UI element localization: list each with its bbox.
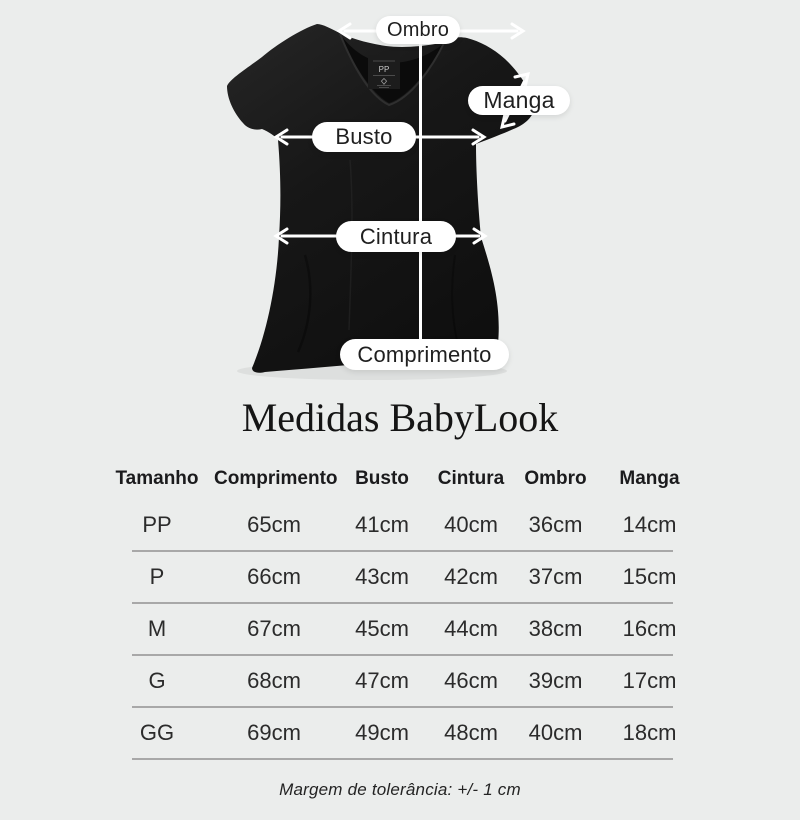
cell-manga: 14cm — [622, 512, 677, 537]
cell-cintura: 46cm — [444, 668, 498, 693]
column-header-tamanho: Tamanho — [115, 468, 199, 489]
cell-comprimento: 68cm — [247, 668, 301, 693]
tag-size-text: PP — [378, 65, 390, 74]
cell-ombro: 40cm — [528, 720, 583, 745]
column-header-manga: Manga — [619, 468, 680, 489]
tolerance-note: Margem de tolerância: +/- 1 cm — [279, 780, 521, 799]
cell-comprimento: 67cm — [247, 616, 301, 641]
cell-size: PP — [142, 512, 172, 537]
cell-manga: 16cm — [622, 616, 677, 641]
page-title: Medidas BabyLook — [241, 395, 559, 440]
column-header-comprimento: Comprimento — [214, 468, 338, 489]
cell-cintura: 40cm — [444, 512, 498, 537]
cell-manga: 15cm — [622, 564, 677, 589]
tshirt-illustration — [0, 0, 800, 385]
cintura-label-pill: Cintura — [336, 221, 456, 252]
cell-size: GG — [139, 720, 175, 745]
cell-ombro: 38cm — [528, 616, 583, 641]
table-row-pp — [100, 500, 700, 550]
cell-busto: 41cm — [355, 512, 409, 537]
cell-manga: 17cm — [622, 668, 677, 693]
cell-cintura: 44cm — [444, 616, 498, 641]
cell-size: M — [147, 616, 167, 641]
cell-size: G — [148, 668, 166, 693]
row-divider — [132, 758, 673, 760]
cell-size: P — [149, 564, 165, 589]
size-guide-figure — [0, 0, 800, 385]
cell-ombro: 37cm — [528, 564, 583, 589]
cell-ombro: 39cm — [528, 668, 583, 693]
comprimento-label-pill: Comprimento — [340, 339, 509, 370]
cell-busto: 43cm — [355, 564, 409, 589]
ombro-label-pill: Ombro — [376, 16, 460, 44]
cell-comprimento: 66cm — [247, 564, 301, 589]
busto-label-pill: Busto — [312, 122, 416, 152]
table-row-p — [100, 552, 700, 602]
cell-busto: 45cm — [355, 616, 409, 641]
cell-comprimento: 65cm — [247, 512, 301, 537]
cell-cintura: 42cm — [444, 564, 498, 589]
cell-comprimento: 69cm — [247, 720, 301, 745]
table-row-m — [100, 604, 700, 654]
manga-label-pill: Manga — [468, 86, 570, 115]
column-header-ombro: Ombro — [524, 468, 587, 489]
cell-busto: 47cm — [355, 668, 409, 693]
measurements-table — [100, 458, 700, 760]
cell-cintura: 48cm — [444, 720, 498, 745]
cell-ombro: 36cm — [528, 512, 583, 537]
table-row-g — [100, 656, 700, 706]
column-header-busto: Busto — [355, 468, 409, 489]
size-tag — [368, 55, 400, 89]
table-header-row — [100, 458, 700, 500]
column-header-cintura: Cintura — [437, 468, 505, 489]
cell-manga: 18cm — [622, 720, 677, 745]
cell-busto: 49cm — [355, 720, 409, 745]
table-row-gg — [100, 708, 700, 758]
